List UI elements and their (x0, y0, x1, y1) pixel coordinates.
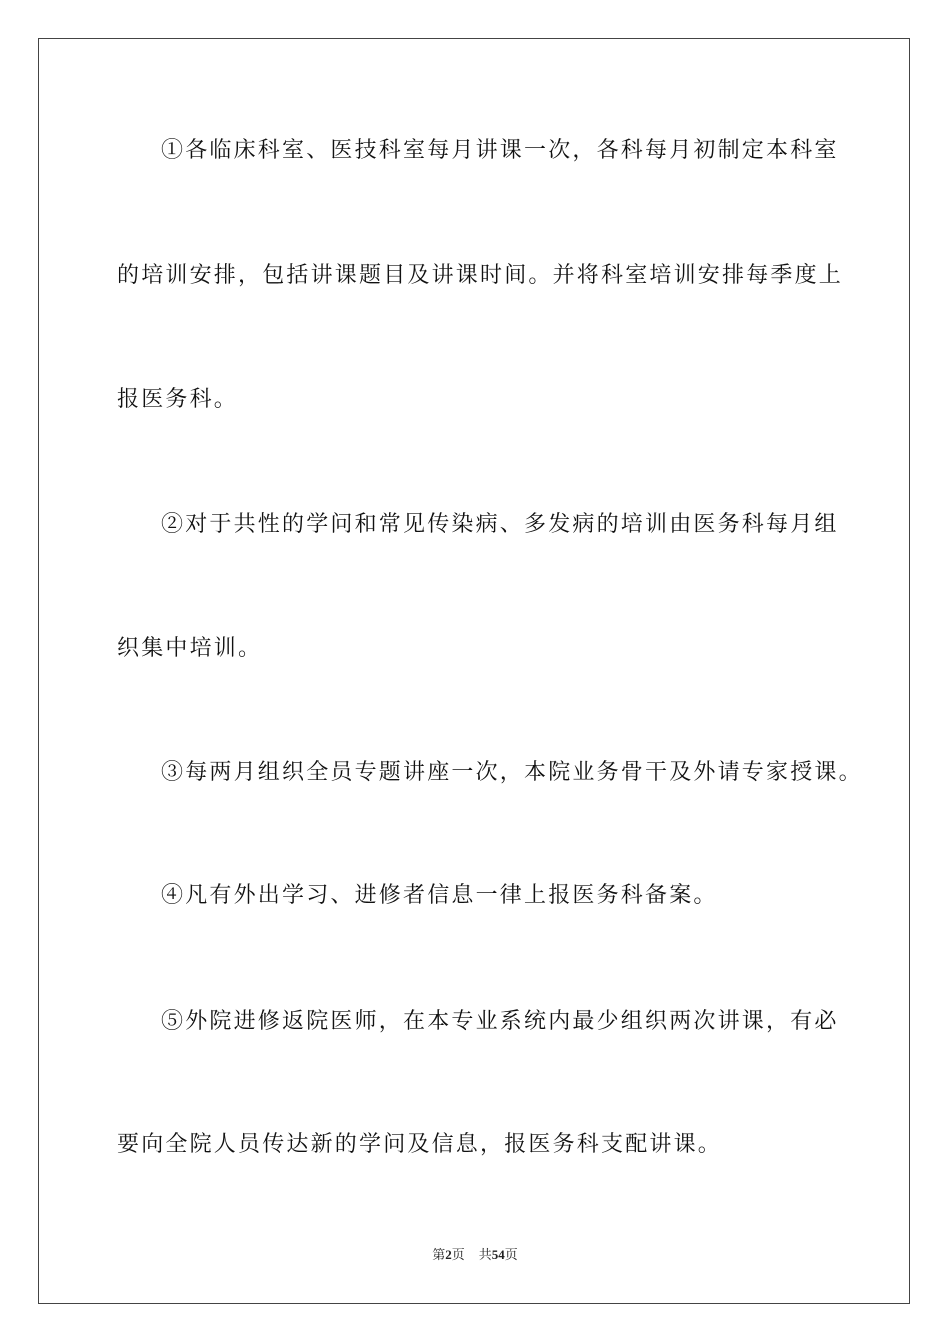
paragraph-1-line-1: ①各临床科室、医技科室每月讲课一次，各科每月初制定本科室 (161, 138, 839, 163)
paragraph-3-line-1: ③每两月组织全员专题讲座一次，本院业务骨干及外请专家授课。 (161, 760, 863, 785)
paragraph-2-line-2: 织集中培训。 (117, 636, 263, 661)
page-suffix: 页 (451, 1247, 465, 1262)
paragraph-4-line-1: ④凡有外出学习、进修者信息一律上报医务科备案。 (161, 883, 718, 908)
total-suffix: 页 (504, 1247, 518, 1262)
paragraph-1-line-3: 报医务科。 (117, 387, 239, 412)
paragraph-2-line-1: ②对于共性的学问和常见传染病、多发病的培训由医务科每月组 (161, 512, 839, 537)
total-pages: 54 (491, 1247, 505, 1262)
page-prefix: 第 (432, 1247, 446, 1262)
total-prefix: 共 (478, 1247, 492, 1262)
page-number: 2 (445, 1247, 452, 1262)
paragraph-5-line-1: ⑤外院进修返院医师，在本专业系统内最少组织两次讲课，有必 (161, 1009, 839, 1034)
paragraph-1-line-2: 的培训安排，包括讲课题目及讲课时间。并将科室培训安排每季度上 (117, 263, 844, 288)
page-footer (0, 1247, 950, 1263)
page-border (38, 38, 910, 1304)
paragraph-5-line-2: 要向全院人员传达新的学问及信息，报医务科支配讲课。 (117, 1132, 723, 1157)
